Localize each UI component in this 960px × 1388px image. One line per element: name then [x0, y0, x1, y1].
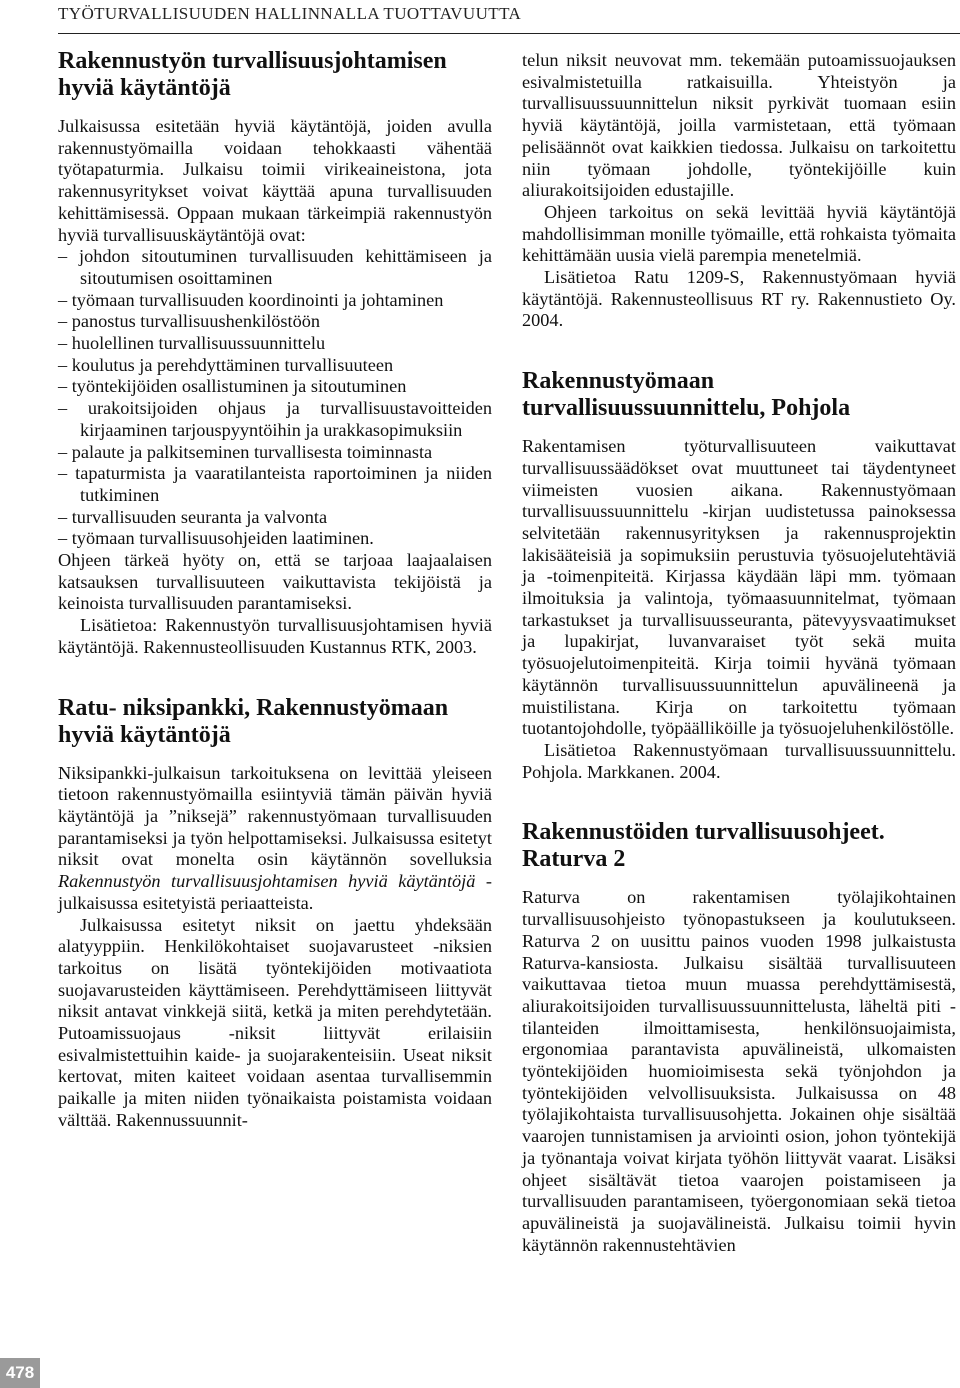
paragraph: telun niksit neuvovat mm. tekemään putoamissuojauksen esivalmistetuilla ratkaisuilla. Yhteistyön ja turvallisuussuunnittelun niksit pyrkivät tuomaan esiin hyviä käytäntöjä, joilla varmistetaan, että työmaan pelisäännöt ovat kaikkien tiedossa. Julkaisu on tarkoitettu niin työmaan johdolle, työntekijöille kuin aliurakoitsijoiden edustajille.: [522, 50, 956, 201]
text-span: -julkaisussa esitetyistä periaatteista.: [58, 871, 492, 913]
more-info: Lisätietoa Ratu 1209-S, Rakennustyömaan hyviä käytäntöjä. Rakennusteollisuus RT ry. Rakennustieto Oy. 2004.: [522, 267, 956, 331]
left-column: [58, 48, 492, 1132]
section-heading: Rakennustyön turvallisuusjohtamisen hyviä käytäntöjä: [58, 48, 447, 101]
paragraph: Ohjeen tarkoitus on sekä levittää hyviä käytäntöjä mahdollisimman monille työmaille, että rohkaista työmaita kehittämään uusia vielä parempia menetelmiä.: [522, 201, 956, 266]
paragraph: Rakentamisen työturvallisuuteen vaikuttavat turvallisuussäädökset ovat muuttuneet tai täydentyneet viimeisten vuosien aikana. Rakennustyömaan turvallisuussuunnittelu -kirjan uudistetussa painoksessa selvitetään rakennusyrityksen ja rakennusprojektin lakisääteisiä ja sopimuksiin perustuvia työsuojelutehtäviä ja -toimenpiteitä. Kirjassa käydään läpi mm. työmaan ilmoituksia ja valintoja, työmaasuunnitelmat, työmaan tarkastukset ja turvallisuusseuranta, pätevyysvaatimukset ja lupakirjat, luvanvaraiset työt sekä muita työsuojelutoimenpiteitä. Kirja toimii hyvänä työmaan käytännön turvallisuussuunnittelun apuvälineenä ja muistilistana. Kirja on tarkoitettu työmaan tuotantojohdolle, työpäälliköille ja työsuojeluhenkilöstölle.: [522, 436, 956, 739]
paragraph: Raturva on rakentamisen työlajikohtainen turvallisuusohjeisto työnopastukseen ja koulutukseen. Raturva 2 on uusittu painos vuoden 1998 julkaistusta Raturva-kansiosta. Julkaisu sisältää turvallisuuteen vaikuttavaa tietoa muun muassa perehdyttämisestä, aliurakoitsijoiden turvallisuussuunnittelusta, läheltä piti -tilanteiden ilmoittamisesta, henkilönsuojaimista, ergonomiaa parantavista apuvälineistä, ulkomaisten työntekijöiden huomioimisesta sekä työnjohdon ja työntekijöiden velvollisuuksista. Julkaisussa on 48 työlajikohtaista turvallisuusohjetta. Jokainen ohje sisältää vaarojen tunnistamisen ja arviointi osion, johon työntekijä ja työnantaja voivat kirjata työhön liittyvät vaarat. Lisäksi ohjeet sisältävät tietoa vaarojen poistamiseen ja turvallisuuden parantamiseen, työergonomiaan sekä tietoa apuvälineistä ja suojavälineistä. Julkaisu toimii hyvin käytännön rakennustehtävien: [522, 887, 956, 1255]
page-number: 478: [0, 1358, 40, 1388]
section-heading: Rakennustyömaan turvallisuussuunnittelu, Pohjola: [522, 368, 851, 422]
running-head: TYÖTURVALLISUUDEN HALLINNALLA TUOTTAVUUTTA: [58, 4, 522, 23]
more-info: Lisätietoa Rakennustyömaan turvallisuussuunnittelu. Pohjola. Markkanen. 2004.: [522, 739, 956, 782]
right-column: [522, 50, 956, 1256]
header-rule: [58, 33, 960, 34]
paragraph: Ohjeen tärkeä hyöty on, että se tarjoaa laajaalaisen katsauksen turvallisuuteen vaikuttavista tekijöistä ja keinoista turvallisuuden parantamiseksi.: [58, 550, 492, 614]
section-heading: Ratu- niksipankki, Rakennustyömaan hyviä käytäntöjä: [58, 694, 449, 748]
list-item: – työntekijöiden osallistuminen ja sitoutuminen: [58, 376, 492, 398]
list-item: – työmaan turvallisuuden koordinointi ja johtaminen: [58, 290, 492, 312]
section-heading: Rakennustöiden turvallisuusohjeet. Raturva 2: [522, 819, 885, 873]
practice-list: [58, 246, 492, 550]
list-item: – työmaan turvallisuusohjeiden laatiminen.: [58, 528, 492, 550]
paragraph: [58, 763, 492, 915]
list-item: – koulutus ja perehdyttäminen turvallisuuteen: [58, 355, 492, 377]
list-item: – panostus turvallisuushenkilöstöön: [58, 311, 492, 333]
list-item: – huolellinen turvallisuussuunnittelu: [58, 333, 492, 355]
more-info: Lisätietoa: Rakennustyön turvallisuusjohtamisen hyviä käytäntöjä. Rakennusteollisuuden Kustannus RTK, 2003.: [58, 615, 492, 657]
list-item: – turvallisuuden seuranta ja valvonta: [58, 507, 492, 529]
list-item: – palaute ja palkitseminen turvallisesta toiminnasta: [58, 442, 492, 464]
text-span: Niksipankki-julkaisun tarkoituksena on levittää yleiseen tietoon rakennustyömailla esiintyviä tämän päivän hyviä käytäntöjä ja ”niksejä” rakennustyömaan turvallisuuden parantamiseksi ja työn helpottamiseksi. Julkaisussa esitetyt niksit ovat monelta osin käytännön sovelluksia: [58, 762, 492, 870]
paragraph: Julkaisussa esitetään hyviä käytäntöjä, joiden avulla rakennustyömailla voidaan tehokkaasti vähentää työtapaturmia. Julkaisu toimii virikeaineistona, jota rakennusyritykset voivat käyttää apuna turvallisuuden kehittämisessä. Oppaan mukaan tärkeimpiä rakennustyön hyviä turvallisuuskäytäntöjä ovat:: [58, 116, 492, 245]
italic-title: Rakennustyön turvallisuusjohtamisen hyviä käytäntöjä: [58, 871, 476, 892]
list-item: – tapaturmista ja vaaratilanteista raportoiminen ja niiden tutkiminen: [58, 463, 492, 506]
list-item: – johdon sitoutuminen turvallisuuden kehittämiseen ja sitoutumisen osoittaminen: [58, 246, 492, 289]
list-item: – urakoitsijoiden ohjaus ja turvallisuustavoitteiden kirjaaminen tarjouspyyntöihin ja urakkasopimuksiin: [58, 398, 492, 441]
paragraph: Julkaisussa esitetyt niksit on jaettu yhdeksään alatyyppiin. Henkilökohtaiset suojavarusteet -niksien tarkoitus on lisätä työntekijöiden motivaatiota suojavarusteiden käyttämiseen. Perehdyttämiseen liittyvät niksit antavat vinkkejä siitä, ketkä ja miten perehdytetään. Putoamissuojaus -niksit liittyvät erilaisiin esivalmistettuihin kaide- ja suojarakenteisiin. Useat niksit kertovat, miten kaiteet voidaan asentaa turvallisemmin paikalle ja miten niiden työnaikaista poistamista voidaan välttää. Rakennussuunnit-: [58, 914, 492, 1130]
